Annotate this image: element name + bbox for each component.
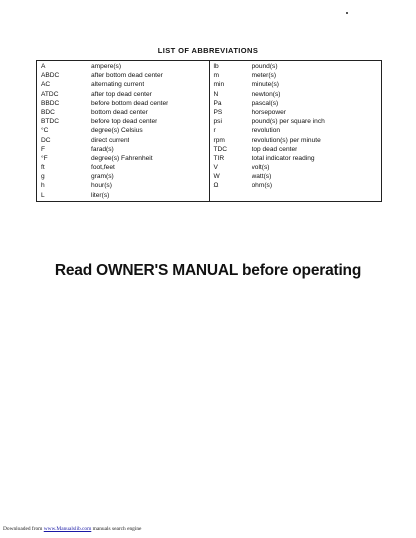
- abbreviation-code: AC: [41, 81, 51, 89]
- abbreviation-code: TDC: [213, 145, 228, 153]
- abbreviation-code: r: [213, 127, 216, 135]
- abbreviation-code: TIR: [213, 154, 225, 162]
- abbreviation-row: [210, 99, 382, 108]
- abbreviation-row: [210, 62, 382, 71]
- abbreviation-meaning: ampere(s): [91, 63, 122, 70]
- manualslib-link[interactable]: www.Manualslib.com: [43, 526, 92, 532]
- abbreviation-row: [210, 80, 382, 89]
- abbreviation-row: [37, 154, 209, 163]
- abbreviation-meaning: total indicator reading: [251, 154, 315, 162]
- abbreviation-meaning: top dead center: [251, 145, 298, 153]
- footer-prefix: Downloaded from: [3, 526, 43, 532]
- abbreviation-code: psi: [213, 118, 222, 126]
- abbreviation-meaning: before bottom dead center: [91, 99, 169, 107]
- abbreviation-meaning: foot,feet: [91, 164, 115, 172]
- abbreviation-meaning: revolution: [251, 127, 281, 135]
- abbreviation-code: BBDC: [41, 99, 60, 107]
- abbreviation-row: [37, 62, 209, 71]
- abbreviation-row: [210, 126, 382, 135]
- abbreviation-row: [210, 117, 382, 126]
- abbreviation-meaning: degree(s) Fahrenheit: [91, 154, 153, 162]
- abbreviation-row: [37, 108, 209, 117]
- abbreviation-row: [37, 80, 209, 89]
- abbreviation-code: min: [213, 81, 225, 89]
- abbreviation-row: [210, 181, 382, 190]
- abbreviation-row: [37, 181, 209, 190]
- abbreviation-row: [210, 172, 382, 181]
- abbreviation-code: rpm: [213, 136, 225, 144]
- abbreviation-code: m: [213, 72, 219, 80]
- abbreviation-meaning: hour(s): [91, 182, 112, 190]
- abbreviation-row: [210, 154, 382, 163]
- abbreviation-row: [37, 163, 209, 172]
- abbreviation-meaning: liter(s): [91, 191, 110, 199]
- abbreviation-code: N: [213, 90, 219, 98]
- abbreviation-row: [210, 108, 382, 117]
- abbreviation-row: [37, 136, 209, 145]
- abbreviation-meaning: degree(s) Celsius: [91, 127, 143, 135]
- abbreviation-meaning: volt(s): [251, 164, 270, 172]
- abbreviation-meaning: direct current: [91, 136, 130, 144]
- abbreviations-right-column: [210, 61, 382, 201]
- abbreviation-code: ATDC: [41, 90, 59, 98]
- abbreviation-meaning: after top dead center: [91, 90, 152, 98]
- abbreviation-meaning: pound(s): [251, 63, 278, 70]
- abbreviation-meaning: revolution(s) per minute: [251, 136, 321, 144]
- abbreviation-meaning: meter(s): [251, 72, 277, 80]
- abbreviation-code: °C: [41, 127, 49, 135]
- abbreviation-row: [37, 191, 209, 200]
- owners-manual-notice: Read OWNER'S MANUAL before operating: [54, 262, 362, 279]
- abbreviation-meaning: pound(s) per square inch: [251, 118, 325, 126]
- abbreviation-meaning: horsepower: [251, 108, 286, 116]
- abbreviation-meaning: minute(s): [251, 81, 279, 89]
- abbreviation-code: h: [41, 182, 45, 190]
- abbreviation-row: [210, 71, 382, 80]
- abbreviation-code: BTDC: [41, 118, 59, 126]
- abbreviation-code: L: [41, 191, 45, 199]
- footer-suffix: manuals search engine: [92, 526, 142, 532]
- abbreviations-table: [36, 60, 382, 202]
- download-footer: [3, 526, 141, 532]
- abbreviation-meaning: pascal(s): [251, 99, 279, 107]
- abbreviation-meaning: before top dead center: [91, 118, 158, 126]
- abbreviation-meaning: gram(s): [91, 173, 114, 181]
- abbreviation-meaning: bottom dead center: [91, 108, 148, 116]
- abbreviation-code: A: [41, 63, 46, 70]
- abbreviation-meaning: alternating current: [91, 81, 145, 89]
- abbreviation-row: [37, 71, 209, 80]
- abbreviation-meaning: ohm(s): [251, 182, 273, 190]
- abbreviation-code: Pa: [213, 99, 222, 107]
- abbreviation-row: [210, 90, 382, 99]
- abbreviation-row: [210, 163, 382, 172]
- abbreviation-code: DC: [41, 136, 51, 144]
- abbreviation-row: [37, 117, 209, 126]
- abbreviation-meaning: after bottom dead center: [91, 72, 163, 80]
- abbreviation-meaning: farad(s): [91, 145, 114, 153]
- scan-dot: [346, 12, 348, 14]
- abbreviation-code: F: [41, 145, 46, 153]
- abbreviations-left-column: [37, 61, 210, 201]
- abbreviation-row: [37, 145, 209, 154]
- abbreviation-code: BDC: [41, 108, 55, 116]
- abbreviation-row: [37, 90, 209, 99]
- abbreviation-row: [37, 126, 209, 135]
- abbreviation-row: [37, 99, 209, 108]
- abbreviation-code: V: [213, 164, 218, 172]
- abbreviation-code: ABDC: [41, 72, 60, 80]
- page-title: LIST OF ABBREVIATIONS: [157, 46, 259, 55]
- abbreviation-code: °F: [41, 154, 48, 162]
- abbreviation-row: [210, 136, 382, 145]
- abbreviation-meaning: watt(s): [251, 173, 272, 181]
- abbreviation-code: Ω: [213, 182, 219, 190]
- abbreviation-code: W: [213, 173, 220, 181]
- abbreviation-code: lb: [213, 63, 219, 70]
- abbreviation-code: PS: [213, 108, 223, 116]
- abbreviation-code: g: [41, 173, 45, 181]
- abbreviation-code: ft: [41, 164, 45, 172]
- abbreviation-row: [210, 145, 382, 154]
- abbreviation-meaning: newton(s): [251, 90, 281, 98]
- abbreviation-row: [37, 172, 209, 181]
